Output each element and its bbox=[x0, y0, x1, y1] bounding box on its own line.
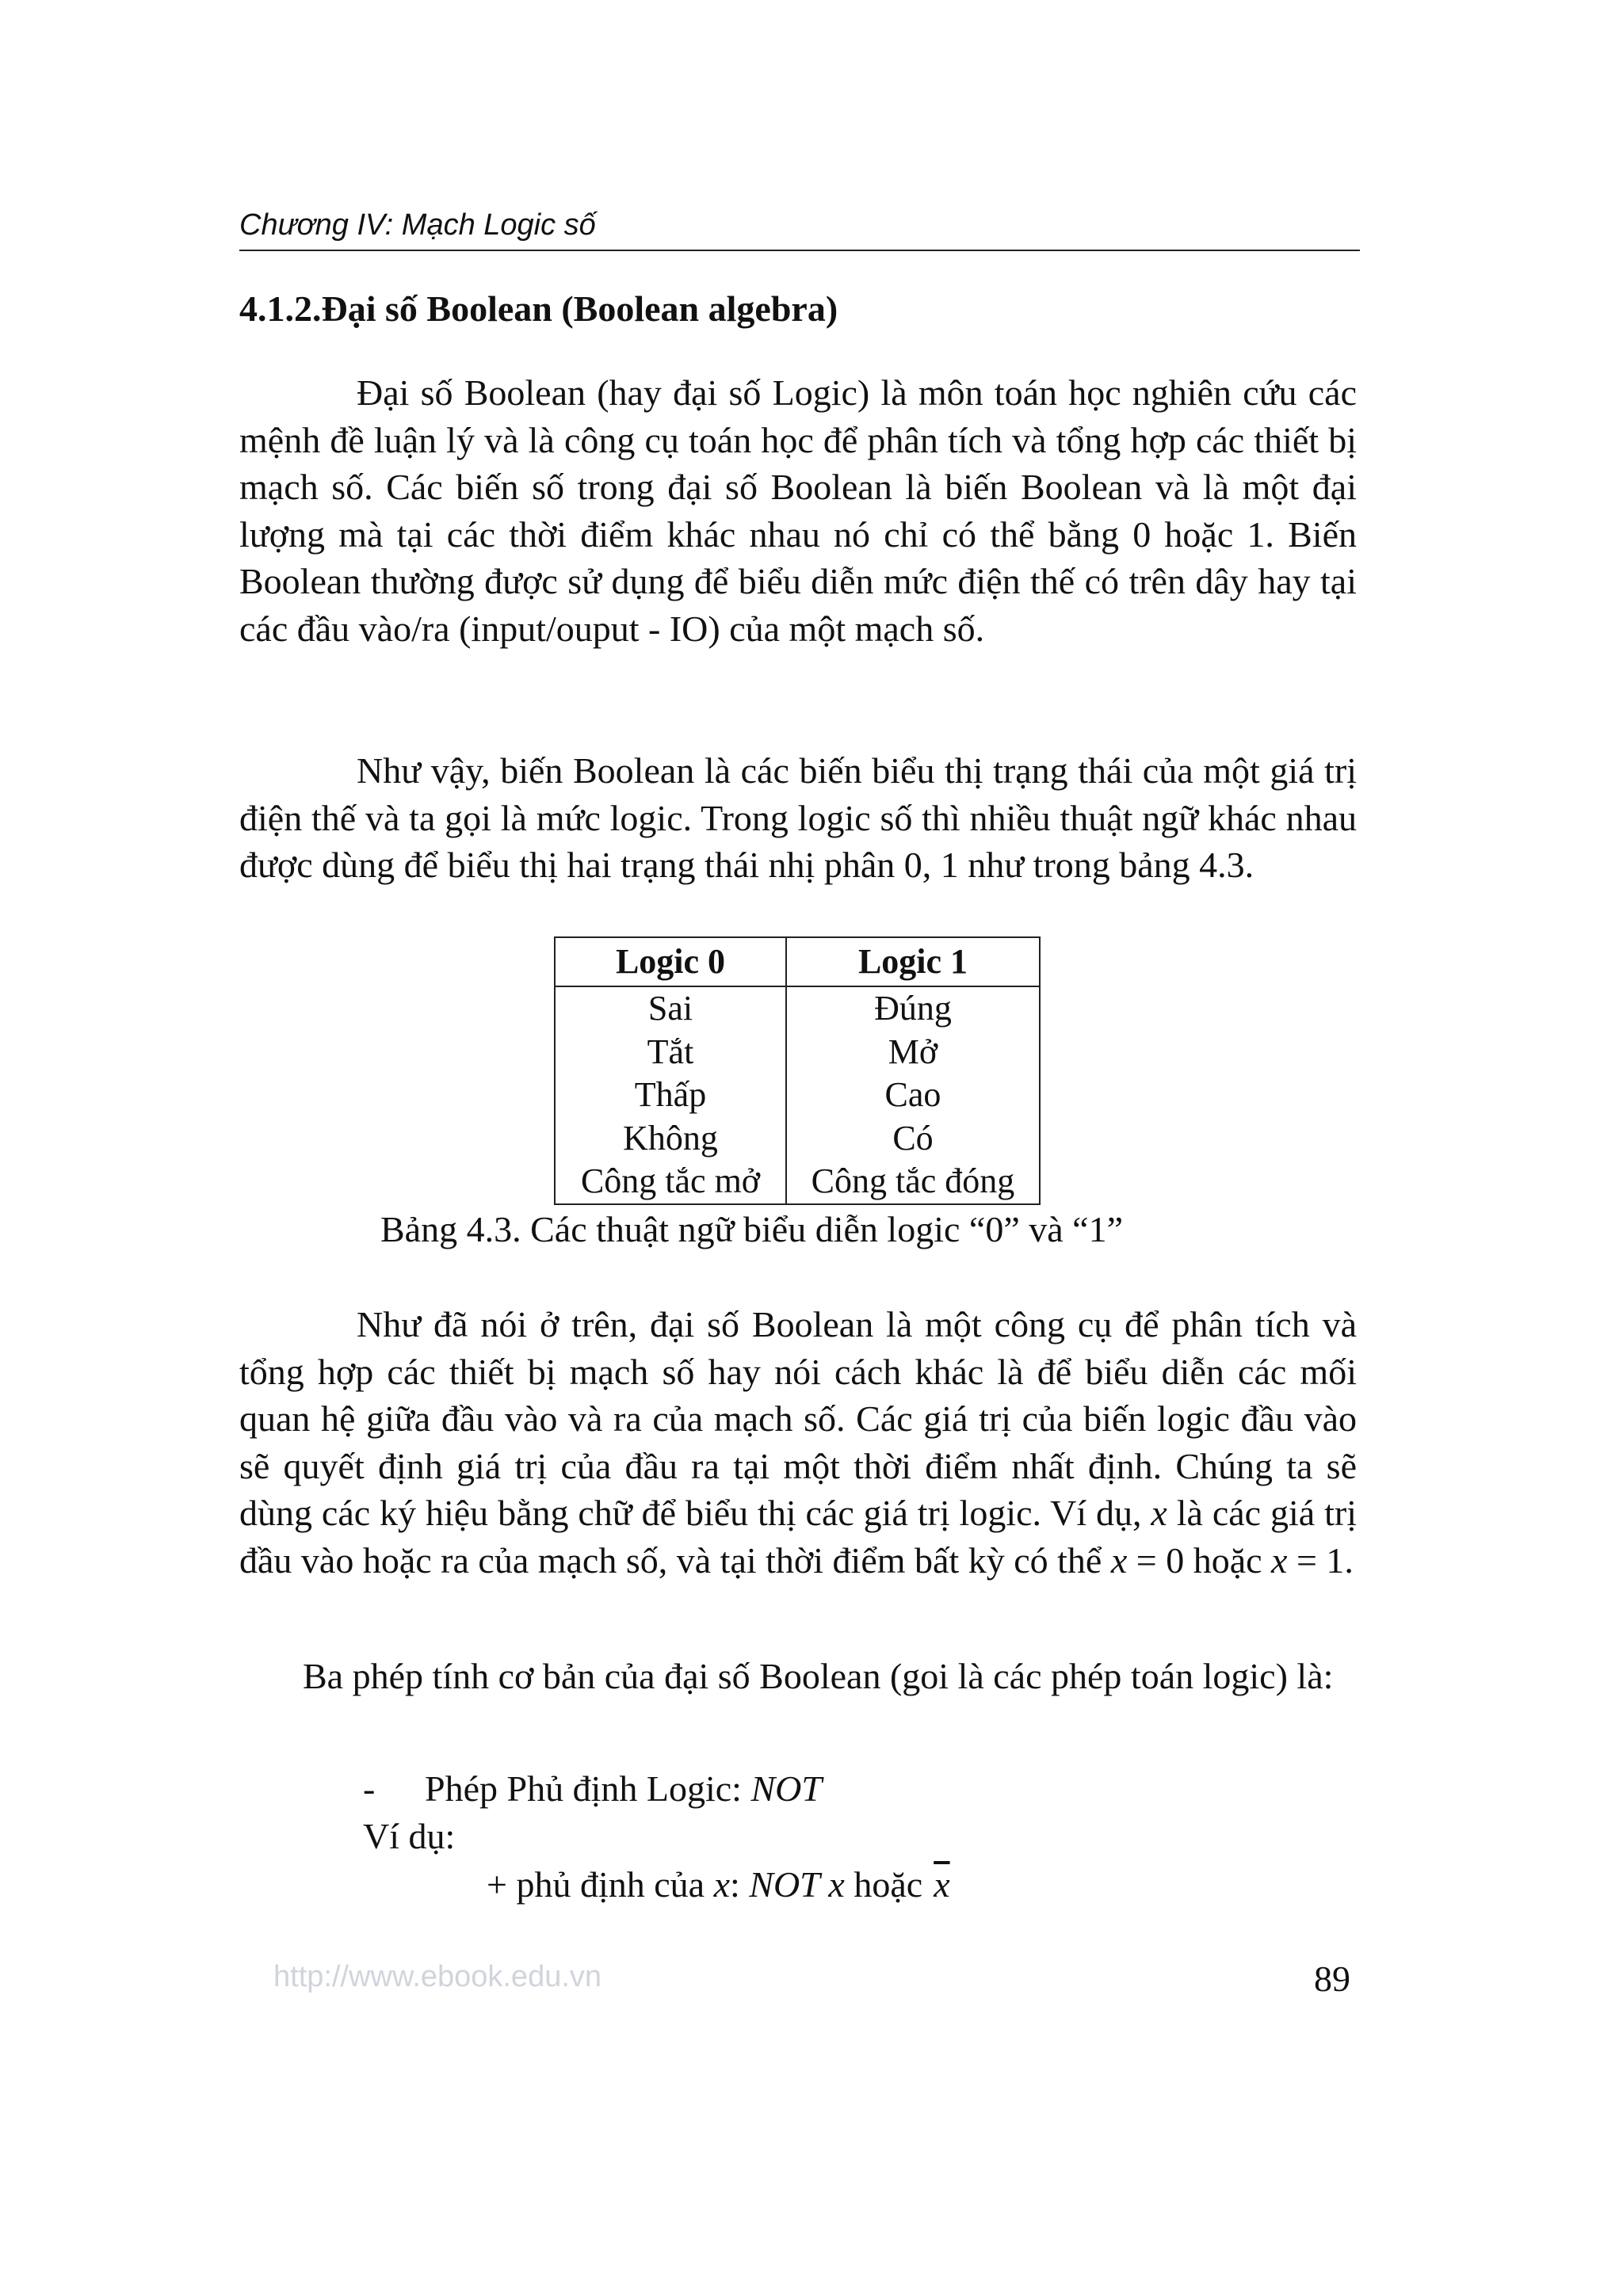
paragraph-boolean-tool bbox=[239, 1301, 1357, 1584]
variable-x: x bbox=[1271, 1539, 1288, 1581]
logic-terms-table bbox=[554, 936, 1041, 1205]
example-prefix: + phủ định của bbox=[487, 1864, 714, 1905]
p3-text-c: = 0 hoặc bbox=[1127, 1539, 1272, 1581]
operation-name: NOT bbox=[750, 1768, 822, 1809]
table-header-row bbox=[555, 937, 1040, 986]
table-cell: Mở bbox=[786, 1031, 1040, 1074]
table-cell: Công tắc mở bbox=[555, 1160, 786, 1204]
p3-text-a: Như đã nói ở trên, đại số Boolean là một công cụ để phân tích và tổng hợp các thiết bị mạch số hay nói cách khác là để biểu diễn các mối quan hệ giữa đầu vào và ra của mạch số. Các giá trị của biến logic đầu vào sẽ quyết định giá trị của đầu ra tại một thời điểm nhất định. Chúng ta sẽ dùng các ký hiệu bằng chữ để biểu thị các giá trị logic. Ví dụ, bbox=[239, 1304, 1357, 1533]
section-heading: 4.1.2.Đại số Boolean (Boolean algebra) bbox=[239, 288, 838, 329]
example-not-line bbox=[487, 1861, 950, 1908]
table-cell: Công tắc đóng bbox=[786, 1160, 1040, 1204]
example-label: Ví dụ: bbox=[363, 1816, 456, 1856]
list-dash: - bbox=[363, 1768, 376, 1809]
example-colon: : bbox=[729, 1864, 750, 1905]
table-cell: Tắt bbox=[555, 1031, 786, 1074]
example-not-keyword: NOT bbox=[749, 1864, 819, 1905]
header-divider bbox=[239, 250, 1360, 251]
x-bar-symbol: $\overline{x}$ bbox=[934, 1864, 950, 1905]
table-row bbox=[555, 1074, 1040, 1117]
running-header: Chương IV: Mạch Logic số bbox=[239, 208, 596, 242]
table-cell: Cao bbox=[786, 1074, 1040, 1117]
table-row bbox=[555, 1031, 1040, 1074]
table-row bbox=[555, 1117, 1040, 1161]
table-cell: Sai bbox=[555, 986, 786, 1031]
page-number: 89 bbox=[1314, 1958, 1350, 1999]
paragraph-basic-operations: Ba phép tính cơ bản của đại số Boolean (goi là các phép toán logic) là: bbox=[303, 1656, 1334, 1696]
paragraph-logic-levels: Như vậy, biến Boolean là các biến biểu thị trạng thái của một giá trị điện thế và ta gọi là mức logic. Trong logic số thì nhiều thuật ngữ khác nhau được dùng để biểu thị hai trạng thái nhị phân 0, 1 như trong bảng 4.3. bbox=[239, 750, 1357, 885]
table-row bbox=[555, 1160, 1040, 1204]
variable-x: x bbox=[1151, 1493, 1167, 1533]
p3-text-b: là các giá trị đầu vào hoặc ra của mạch số, và tại thời điểm bất kỳ có thể bbox=[239, 1493, 1357, 1581]
operation-label: Phép Phủ định Logic: bbox=[425, 1768, 751, 1809]
example-variable: x bbox=[713, 1864, 730, 1905]
table-cell: Thấp bbox=[555, 1074, 786, 1117]
variable-x: x bbox=[1110, 1539, 1128, 1581]
p3-text-d: = 1. bbox=[1287, 1539, 1354, 1581]
example-variable-2: x bbox=[819, 1864, 845, 1905]
table-cell: Có bbox=[786, 1117, 1040, 1161]
operation-not-item bbox=[363, 1765, 822, 1812]
table-caption: Bảng 4.3. Các thuật ngữ biểu diễn logic “0” và “1” bbox=[380, 1209, 1123, 1249]
paragraph-boolean-definition: Đại số Boolean (hay đại số Logic) là môn toán học nghiên cứu các mệnh đề luận lý và là công cụ toán học để phân tích và tổng hợp các thiết bị mạch số. Các biến số trong đại số Boolean là biến Boolean và là một đại lượng mà tại các thời điểm khác nhau nó chỉ có thể bằng 0 hoặc 1. Biến Boolean thường được sử dụng để biểu diễn mức điện thế có trên dây hay tại các đầu vào/ra (input/ouput - IO) của một mạch số. bbox=[239, 372, 1357, 649]
footer-watermark-url: http://www.ebook.edu.vn bbox=[273, 1960, 602, 1993]
table-cell: Đúng bbox=[786, 986, 1040, 1031]
table-header-logic-1: Logic 1 bbox=[786, 937, 1040, 986]
table-cell: Không bbox=[555, 1117, 786, 1161]
table-row bbox=[555, 986, 1040, 1031]
table-header-logic-0: Logic 0 bbox=[555, 937, 786, 986]
example-or: hoặc bbox=[844, 1864, 923, 1905]
